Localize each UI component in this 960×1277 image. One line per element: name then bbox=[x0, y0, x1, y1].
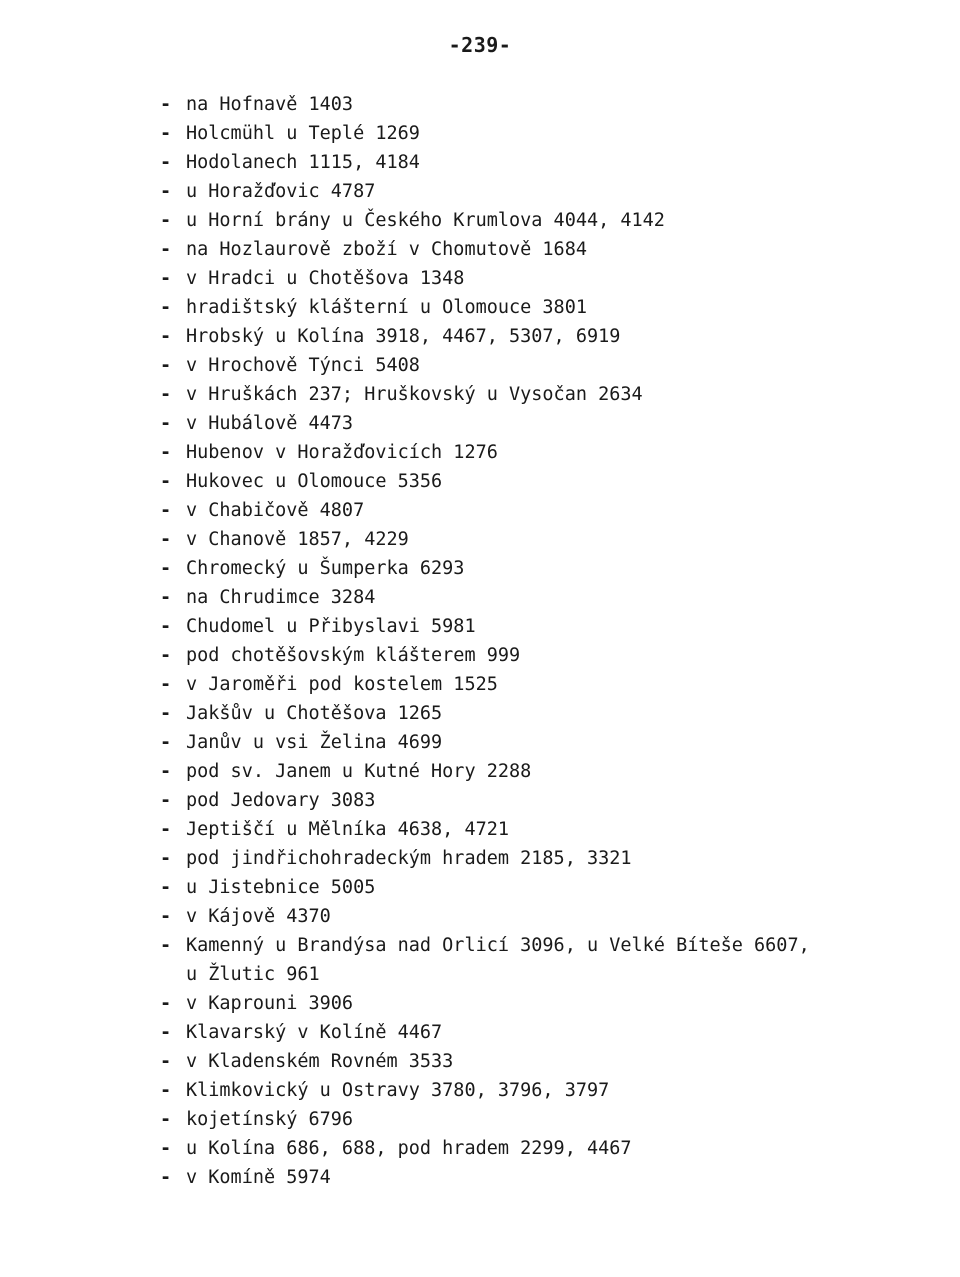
entry-text: v Jaroměři pod kostelem 1525 bbox=[186, 674, 498, 695]
dash: - bbox=[160, 1080, 172, 1101]
list-item-continuation bbox=[160, 960, 810, 989]
dash: - bbox=[160, 1051, 172, 1072]
entry-text: Holcmühl u Teplé 1269 bbox=[186, 123, 420, 144]
list-item bbox=[160, 467, 810, 496]
list-item bbox=[160, 873, 810, 902]
dash: - bbox=[160, 529, 172, 550]
entry-text: Jeptiščí u Mělníka 4638, 4721 bbox=[186, 819, 510, 840]
dash: - bbox=[160, 935, 172, 956]
list-item bbox=[160, 612, 810, 641]
entry-text: na Hozlaurově zboží v Chomutově 1684 bbox=[186, 239, 587, 260]
dash: - bbox=[160, 616, 172, 637]
list-item bbox=[160, 380, 810, 409]
dash: - bbox=[160, 239, 172, 260]
list-item bbox=[160, 1105, 810, 1134]
dash: - bbox=[160, 819, 172, 840]
dash: - bbox=[160, 761, 172, 782]
dash: - bbox=[160, 732, 172, 753]
dash: - bbox=[160, 558, 172, 579]
list-item bbox=[160, 293, 810, 322]
dash: - bbox=[160, 152, 172, 173]
list-item bbox=[160, 322, 810, 351]
entry-text: kojetínský 6796 bbox=[186, 1109, 354, 1130]
list-item bbox=[160, 757, 810, 786]
entry-text: v Kaprouni 3906 bbox=[186, 993, 354, 1014]
list-item bbox=[160, 90, 810, 119]
dash: - bbox=[160, 587, 172, 608]
entry-text: v Hubálově 4473 bbox=[186, 413, 354, 434]
dash: - bbox=[160, 500, 172, 521]
dash: - bbox=[160, 355, 172, 376]
entry-text: Chromecký u Šumperka 6293 bbox=[186, 558, 465, 579]
dash: - bbox=[160, 442, 172, 463]
entry-text: v Chabičově 4807 bbox=[186, 500, 365, 521]
entry-text: Kamenný u Brandýsa nad Orlicí 3096, u Velké Bíteše 6607, bbox=[186, 935, 810, 956]
entry-text: v Kájově 4370 bbox=[186, 906, 331, 927]
list-item bbox=[160, 148, 810, 177]
list-item bbox=[160, 989, 810, 1018]
list-item bbox=[160, 264, 810, 293]
list-item bbox=[160, 728, 810, 757]
dash: - bbox=[160, 877, 172, 898]
dash: - bbox=[160, 326, 172, 347]
dash: - bbox=[160, 993, 172, 1014]
dash: - bbox=[160, 906, 172, 927]
dash: - bbox=[160, 297, 172, 318]
dash: - bbox=[160, 123, 172, 144]
list-item bbox=[160, 1047, 810, 1076]
entry-text: v Kladenském Rovném 3533 bbox=[186, 1051, 454, 1072]
entry-text: na Chrudimce 3284 bbox=[186, 587, 376, 608]
list-item bbox=[160, 1134, 810, 1163]
entry-text: na Hofnavě 1403 bbox=[186, 94, 354, 115]
entry-text: Hrobský u Kolína 3918, 4467, 5307, 6919 bbox=[186, 326, 621, 347]
dash: - bbox=[160, 94, 172, 115]
entry-text: pod sv. Janem u Kutné Hory 2288 bbox=[186, 761, 532, 782]
entry-text: v Hrochově Týnci 5408 bbox=[186, 355, 420, 376]
entry-text: Hubenov v Horažďovicích 1276 bbox=[186, 442, 498, 463]
entry-text: pod Jedovary 3083 bbox=[186, 790, 376, 811]
entry-text: v Chanově 1857, 4229 bbox=[186, 529, 409, 550]
entry-text: Klimkovický u Ostravy 3780, 3796, 3797 bbox=[186, 1080, 610, 1101]
dash: - bbox=[160, 645, 172, 666]
entry-text: pod jindřichohradeckým hradem 2185, 3321 bbox=[186, 848, 632, 869]
entry-text: v Hruškách 237; Hruškovský u Vysočan 2634 bbox=[186, 384, 643, 405]
dash: - bbox=[160, 1109, 172, 1130]
entry-text: u Horažďovic 4787 bbox=[186, 181, 376, 202]
dash: - bbox=[160, 471, 172, 492]
list-item bbox=[160, 525, 810, 554]
dash: - bbox=[160, 413, 172, 434]
list-item bbox=[160, 496, 810, 525]
dash: - bbox=[160, 1138, 172, 1159]
entry-text: hradištský klášterní u Olomouce 3801 bbox=[186, 297, 587, 318]
list-item bbox=[160, 641, 810, 670]
entry-text: u Horní brány u Českého Krumlova 4044, 4142 bbox=[186, 210, 665, 231]
dash: - bbox=[160, 268, 172, 289]
list-item bbox=[160, 931, 810, 960]
list-item bbox=[160, 815, 810, 844]
entry-text: pod chotěšovským klášterem 999 bbox=[186, 645, 521, 666]
list-item bbox=[160, 177, 810, 206]
entry-text: u Kolína 686, 688, pod hradem 2299, 4467 bbox=[186, 1138, 632, 1159]
list-item bbox=[160, 351, 810, 380]
list-item bbox=[160, 235, 810, 264]
list-item bbox=[160, 1163, 810, 1192]
entry-text: v Hradci u Chotěšova 1348 bbox=[186, 268, 465, 289]
entry-text: Jakšův u Chotěšova 1265 bbox=[186, 703, 443, 724]
list-item bbox=[160, 1018, 810, 1047]
list-item bbox=[160, 583, 810, 612]
list-item bbox=[160, 699, 810, 728]
entry-text: u Jistebnice 5005 bbox=[186, 877, 376, 898]
list-item bbox=[160, 844, 810, 873]
list-item bbox=[160, 554, 810, 583]
dash: - bbox=[160, 703, 172, 724]
dash: - bbox=[160, 384, 172, 405]
list-item bbox=[160, 409, 810, 438]
entry-text: v Komíně 5974 bbox=[186, 1167, 331, 1188]
entry-text: Hodolanech 1115, 4184 bbox=[186, 152, 420, 173]
dash: - bbox=[160, 790, 172, 811]
dash: - bbox=[160, 1167, 172, 1188]
dash: - bbox=[160, 674, 172, 695]
entry-list bbox=[160, 90, 810, 1192]
list-item bbox=[160, 438, 810, 467]
entry-text: Hukovec u Olomouce 5356 bbox=[186, 471, 443, 492]
list-item bbox=[160, 119, 810, 148]
entry-text: Chudomel u Přibyslavi 5981 bbox=[186, 616, 476, 637]
list-item bbox=[160, 786, 810, 815]
list-item bbox=[160, 902, 810, 931]
page-number: -239- bbox=[448, 33, 512, 57]
dash: - bbox=[160, 848, 172, 869]
entry-text: Klavarský v Kolíně 4467 bbox=[186, 1022, 443, 1043]
entry-text: Janův u vsi Želina 4699 bbox=[186, 732, 443, 753]
dash: - bbox=[160, 1022, 172, 1043]
list-item bbox=[160, 206, 810, 235]
list-item bbox=[160, 1076, 810, 1105]
list-item bbox=[160, 670, 810, 699]
entry-text: u Žlutic 961 bbox=[186, 964, 320, 985]
dash: - bbox=[160, 210, 172, 231]
dash: - bbox=[160, 181, 172, 202]
